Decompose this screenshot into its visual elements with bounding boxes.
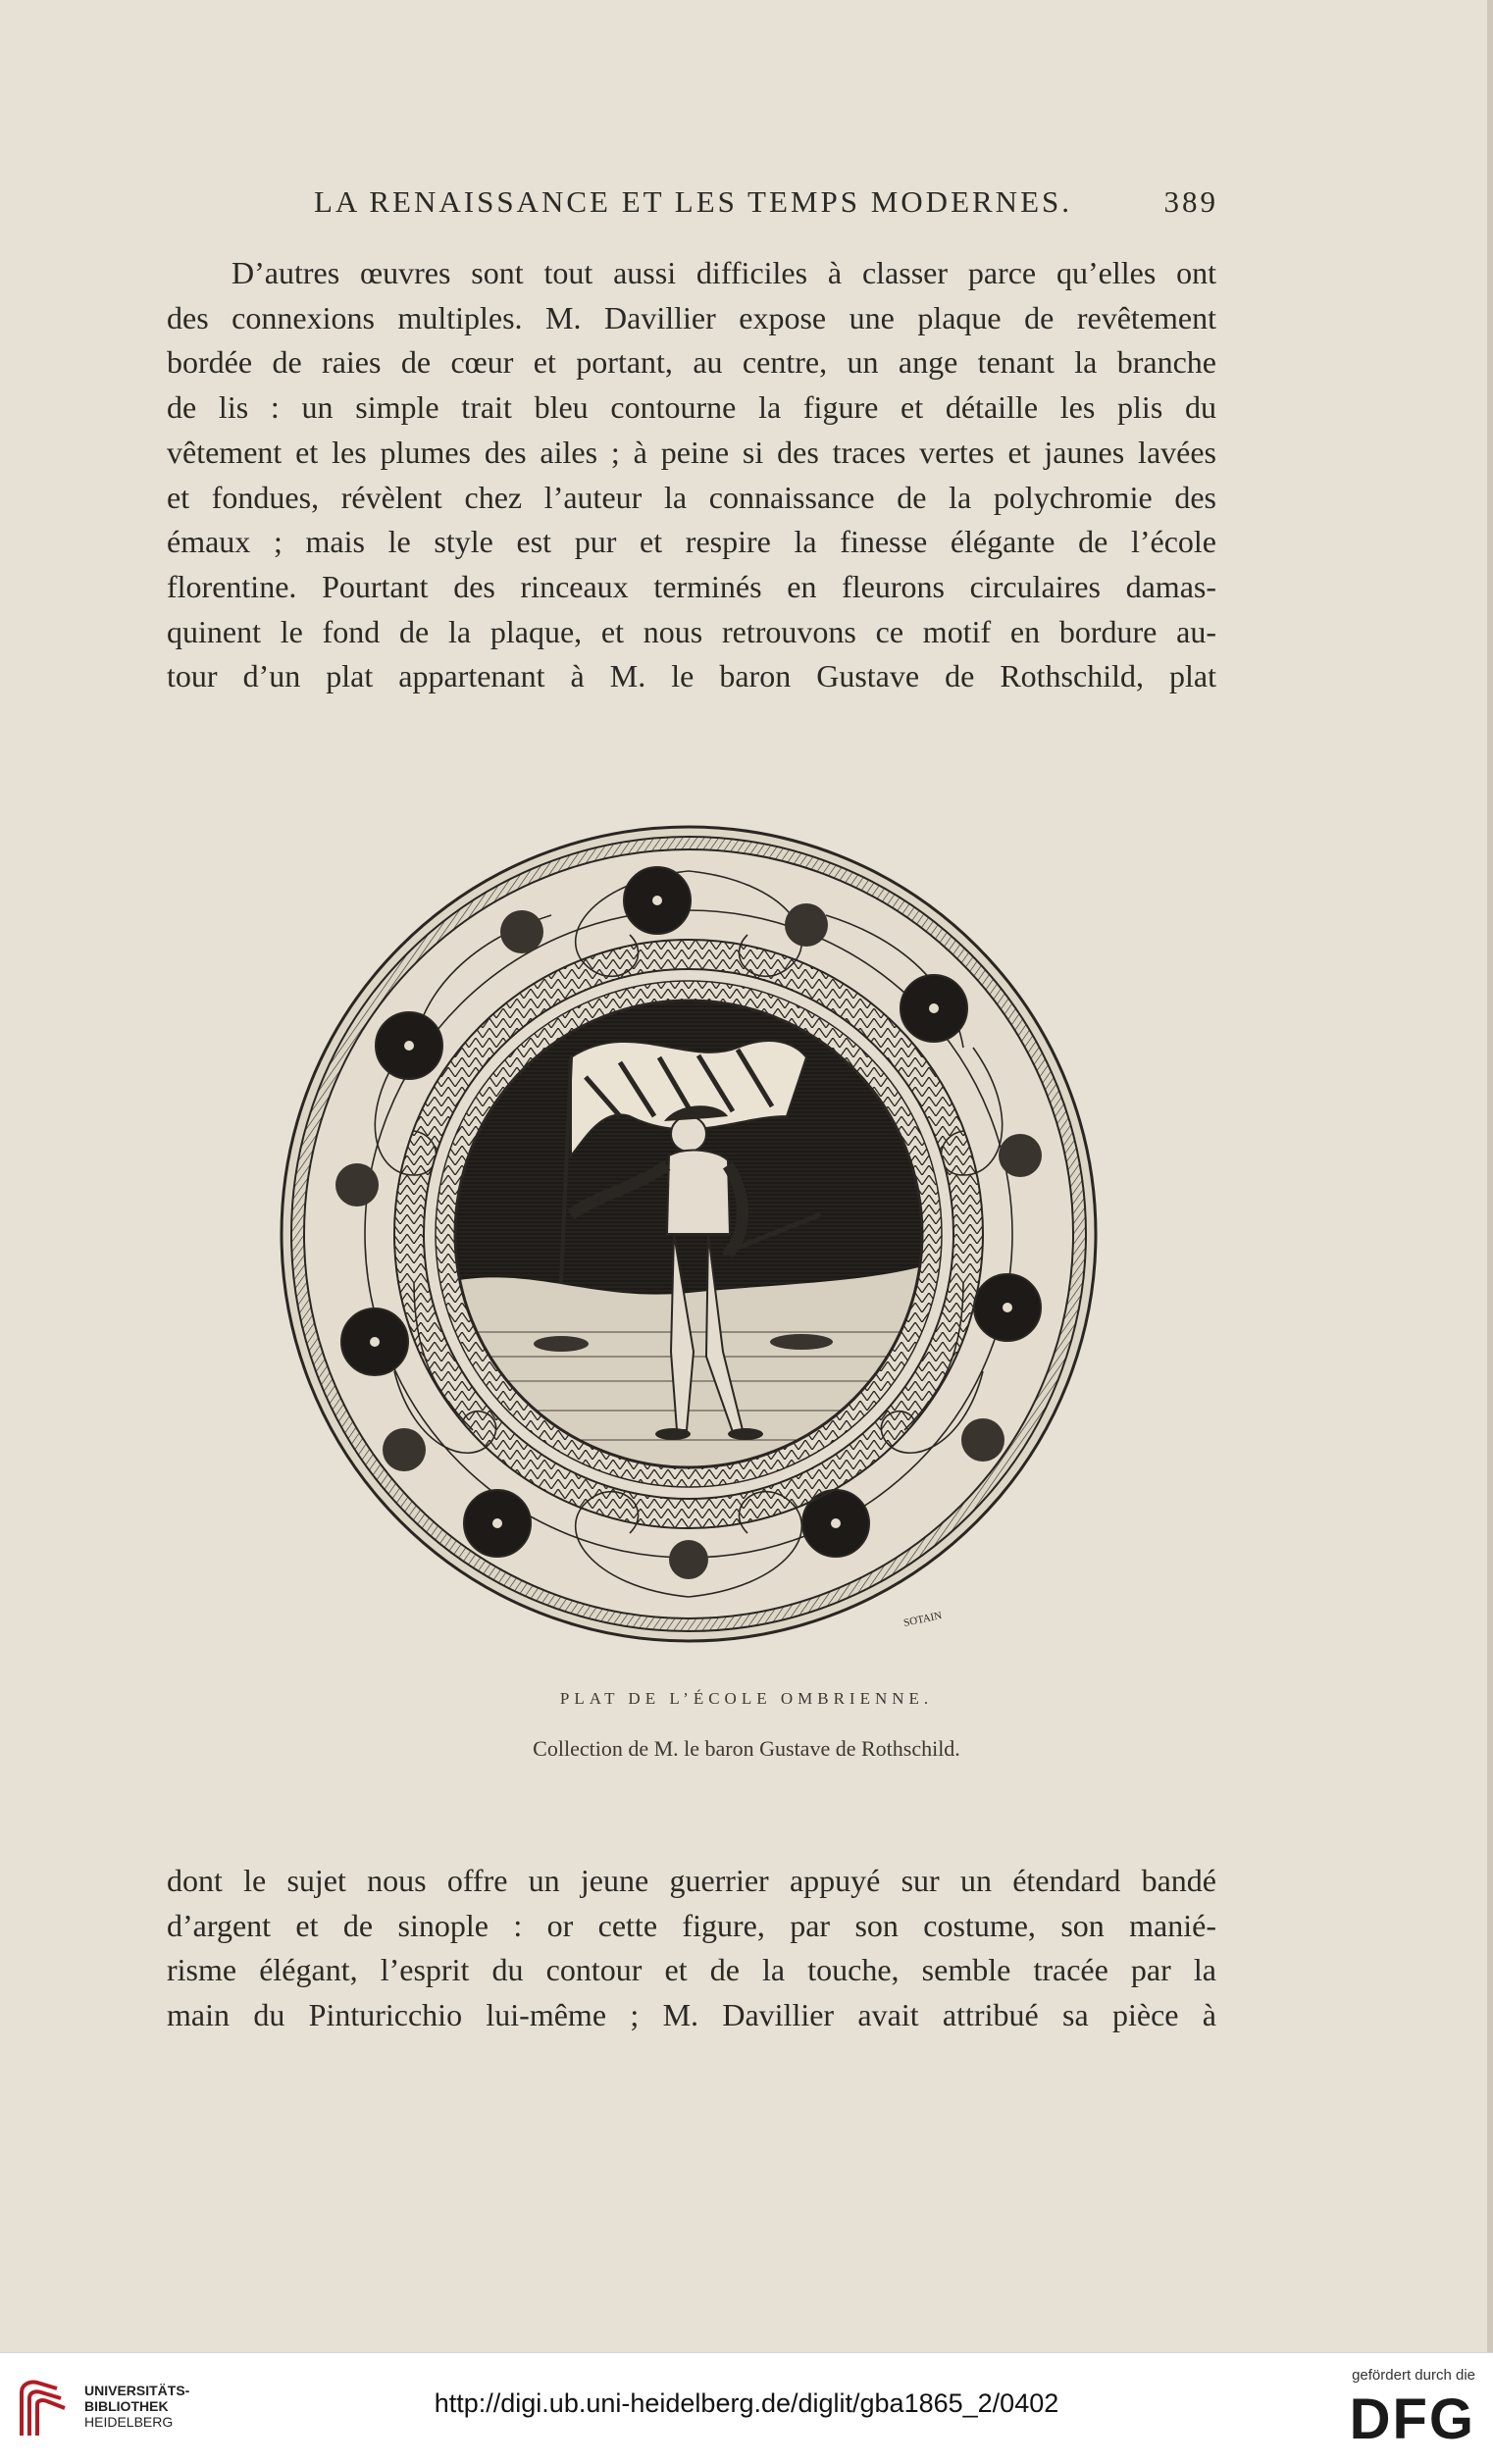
library-name-line: BIBLIOTHEK — [84, 2398, 169, 2414]
text-line: dont le sujet nous offre un jeune guerrier appuyé sur un étendard bandé — [167, 1863, 1216, 1898]
text-line: quinent le fond de la plaque, et nous retrouvons ce motif en bordure au- — [167, 613, 1216, 649]
figure-caption-title: PLAT DE L’ÉCOLE OMBRIENNE. — [559, 1689, 934, 1708]
permalink-url[interactable]: http://digi.ub.uni-heidelberg.de/diglit/gba1865_2/0402 — [434, 2388, 1059, 2418]
engraver-signature: SOTAIN — [902, 1609, 944, 1629]
text-line: émaux ; mais le style est pur et respire la finesse élégante de l’école — [167, 524, 1216, 560]
text-line: florentine. Pourtant des rinceaux terminés en fleurons circulaires damas- — [167, 568, 1216, 604]
text-line: des connexions multiples. M. Davillier expose une plaque de revêtement — [167, 299, 1216, 335]
text-line: et fondues, révèlent chez l’auteur la connaissance de la polychromie des — [167, 479, 1216, 515]
viewer-footer — [0, 2352, 1493, 2464]
dfg-logo: DFG — [1349, 2387, 1475, 2451]
figure-caption-collection: Collection de M. le baron Gustave de Rothschild. — [533, 1736, 960, 1761]
plate-engraving — [277, 822, 1101, 1646]
text-line: de lis : un simple trait bleu contourne la figure et détaille les plis du — [167, 389, 1216, 426]
body-text-top — [167, 251, 1216, 699]
text-line: bordée de raies de cœur et portant, au centre, un ange tenant la branche — [167, 344, 1216, 381]
library-name-line: HEIDELBERG — [84, 2414, 174, 2430]
funding-note: gefördert durch die — [1352, 2367, 1475, 2384]
text-line: D’autres œuvres sont tout aussi difficiles à classer parce qu’elles ont — [232, 255, 1216, 290]
library-name-line: UNIVERSITÄTS- — [84, 2383, 190, 2398]
page-number: 389 — [1163, 184, 1218, 219]
text-line: risme élégant, l’esprit du contour et de la touche, semble tracée par la — [167, 1952, 1216, 1988]
text-line: vêtement et les plumes des ailes ; à peine si des traces vertes et jaunes lavées — [167, 434, 1216, 470]
running-title: LA RENAISSANCE ET LES TEMPS MODERNES. — [314, 184, 1072, 219]
text-line: main du Pinturicchio lui-même ; M. Davillier avait attribué sa pièce à — [167, 1997, 1216, 2033]
text-line: d’argent et de sinople : or cette figure, par son costume, son manié- — [167, 1907, 1216, 1943]
plate-illustration — [277, 822, 1101, 1646]
text-line: tour d’un plat appartenant à M. le baron Gustave de Rothschild, plat — [167, 658, 1216, 694]
body-text-bottom — [167, 1859, 1216, 2038]
